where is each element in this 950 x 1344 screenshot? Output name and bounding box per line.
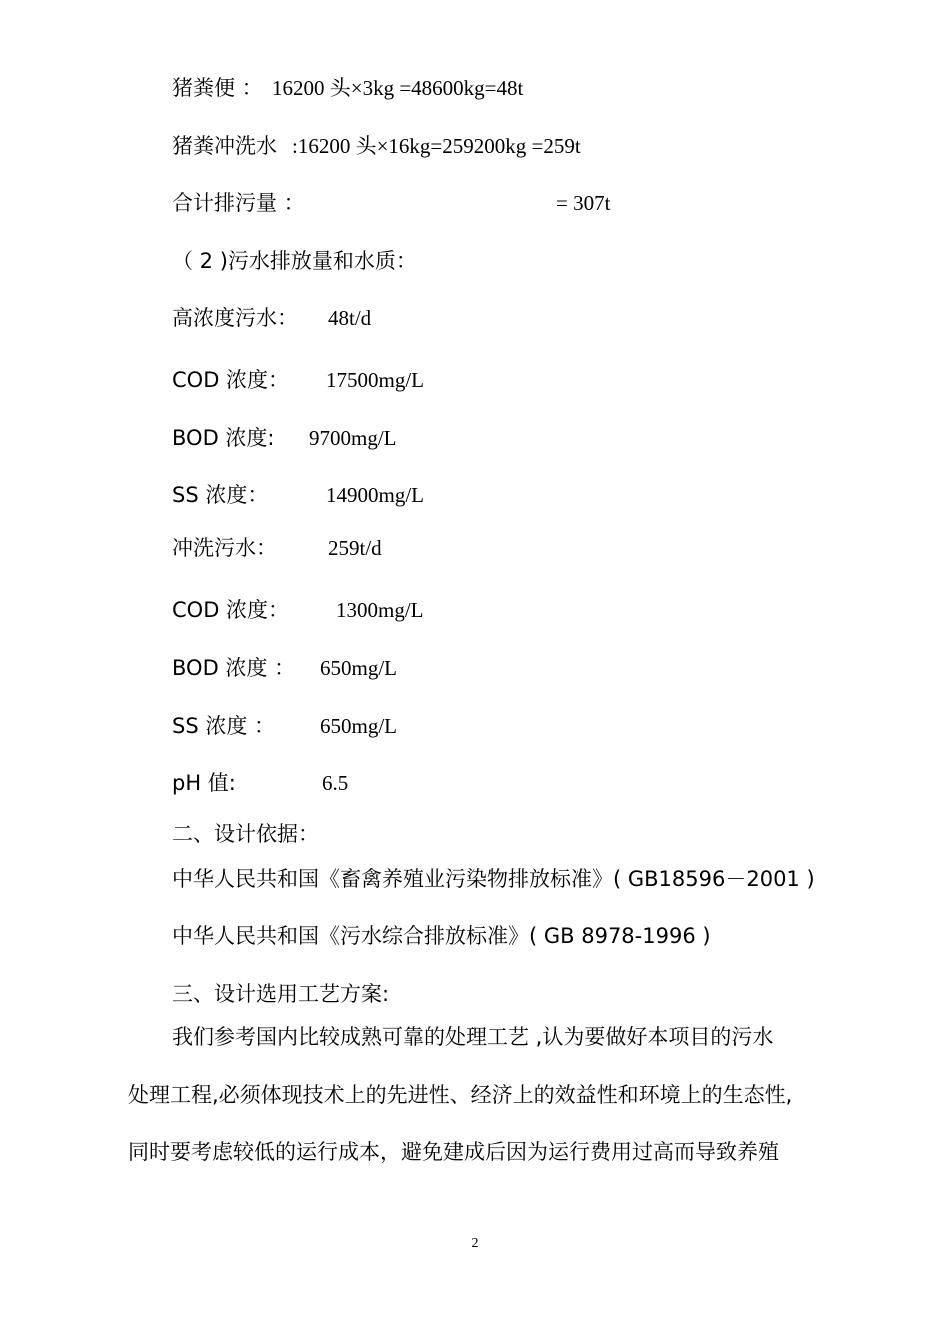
quality-label: COD 浓度： [172, 598, 290, 622]
quality-label: pH 值: [172, 771, 236, 795]
calc-label: 猪粪冲洗水 [172, 134, 277, 158]
calc-label: 合计排污量 ： [172, 191, 305, 215]
quality-line [172, 534, 382, 562]
quality-line [172, 481, 424, 509]
quality-value: 14900mg/L [326, 483, 424, 507]
quality-line [172, 304, 372, 332]
quality-line [172, 424, 397, 452]
quality-label: SS 浓度： [172, 483, 269, 507]
paragraph-line: 我们参考国内比较成熟可靠的处理工艺 ,认为要做好本项目的污水 [172, 1025, 774, 1049]
quality-label: BOD 浓度 ： [172, 656, 296, 680]
quality-label: SS 浓度 ： [172, 714, 276, 738]
calc-line-wash-water [172, 132, 581, 160]
calc-value: :16200 头×16kg=259200kg =259t [292, 134, 581, 158]
quality-value: 650mg/L [320, 714, 397, 738]
calc-value: 16200 头×3kg =48600kg=48t [272, 76, 524, 100]
page-number: 2 [471, 1236, 479, 1251]
quality-value: 48t/d [328, 306, 372, 330]
quality-line [172, 366, 424, 394]
quality-label: 高浓度污水： [172, 306, 298, 330]
quality-line [172, 596, 424, 624]
calc-label: 猪粪便 ： [172, 76, 263, 100]
section-2-title: （ 2 )污水排放量和水质： [172, 249, 417, 273]
quality-line [172, 654, 397, 682]
quality-value: 9700mg/L [309, 426, 397, 450]
basis-standard: 中华人民共和国《畜禽养殖业污染物排放标准》( GB18596－2001 ) [172, 867, 815, 891]
quality-label: BOD 浓度: [172, 426, 275, 450]
quality-value: 650mg/L [320, 656, 397, 680]
calc-line-total [172, 189, 611, 217]
calc-value: = 307t [556, 191, 611, 215]
quality-value: 259t/d [328, 536, 382, 560]
paragraph-line: 同时要考虑较低的运行成本，避免建成后因为运行费用过高而导致养殖 [128, 1140, 779, 1164]
paragraph-line: 处理工程,必须体现技术上的先进性、经济上的效益性和环境上的生态性, [128, 1083, 793, 1107]
quality-line [172, 712, 397, 740]
section-scheme-title: 三、设计选用工艺方案: [172, 982, 390, 1006]
quality-value: 17500mg/L [326, 368, 424, 392]
section-basis-title: 二、设计依据： [172, 822, 319, 846]
basis-standard: 中华人民共和国《污水综合排放标准》( GB 8978-1996 ) [172, 924, 711, 948]
quality-line [172, 769, 349, 797]
calc-line-manure [172, 74, 524, 102]
quality-label: 冲洗污水： [172, 536, 277, 560]
quality-value: 6.5 [322, 771, 349, 795]
quality-value: 1300mg/L [336, 598, 424, 622]
quality-label: COD 浓度： [172, 368, 290, 392]
